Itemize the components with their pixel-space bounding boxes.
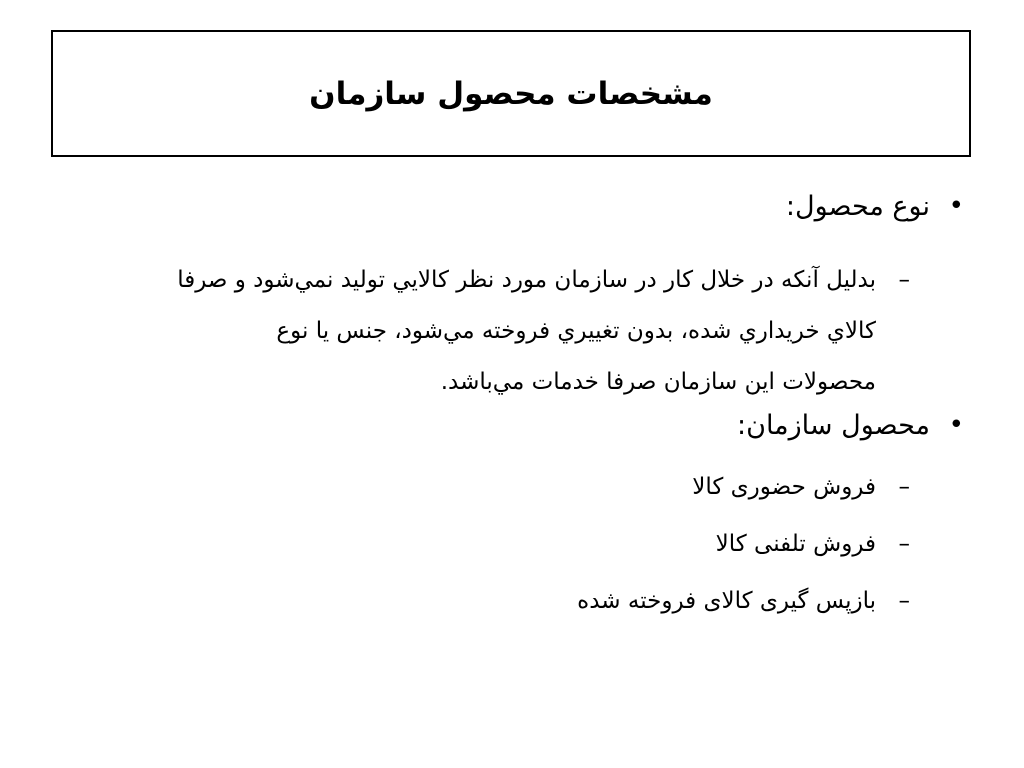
description-line: كالاي خريداري شده، بدون تغييري فروخته مي‌شود، جنس يا نوع bbox=[276, 318, 876, 344]
product-type-description bbox=[56, 255, 876, 408]
sub-item-text: بازپس گیری کالای فروخته شده bbox=[577, 588, 876, 614]
sub-item-text: فروش تلفنی کالا bbox=[715, 531, 876, 557]
sub-item-marker: – bbox=[898, 531, 910, 557]
sub-item-marker: – bbox=[898, 474, 910, 500]
sub-item-text: فروش حضوری کالا bbox=[692, 474, 876, 500]
bullet-text: نوع محصول: bbox=[785, 191, 930, 222]
description-line: محصولات اين سازمان صرفا خدمات مي‌باشد. bbox=[440, 369, 876, 395]
sub-item-marker: – bbox=[898, 588, 910, 614]
bullet-marker: • bbox=[948, 410, 964, 440]
sub-item-marker: – bbox=[898, 267, 910, 293]
slide-title: مشخصات محصول سازمان bbox=[309, 75, 713, 112]
title-box bbox=[51, 30, 971, 157]
description-line: بدليل آنكه در خلال كار در سازمان مورد نظر كالايي توليد نمي‌شود و صرفا bbox=[177, 267, 876, 293]
bullet-text: محصول سازمان: bbox=[737, 410, 930, 441]
bullet-marker: • bbox=[948, 191, 964, 221]
